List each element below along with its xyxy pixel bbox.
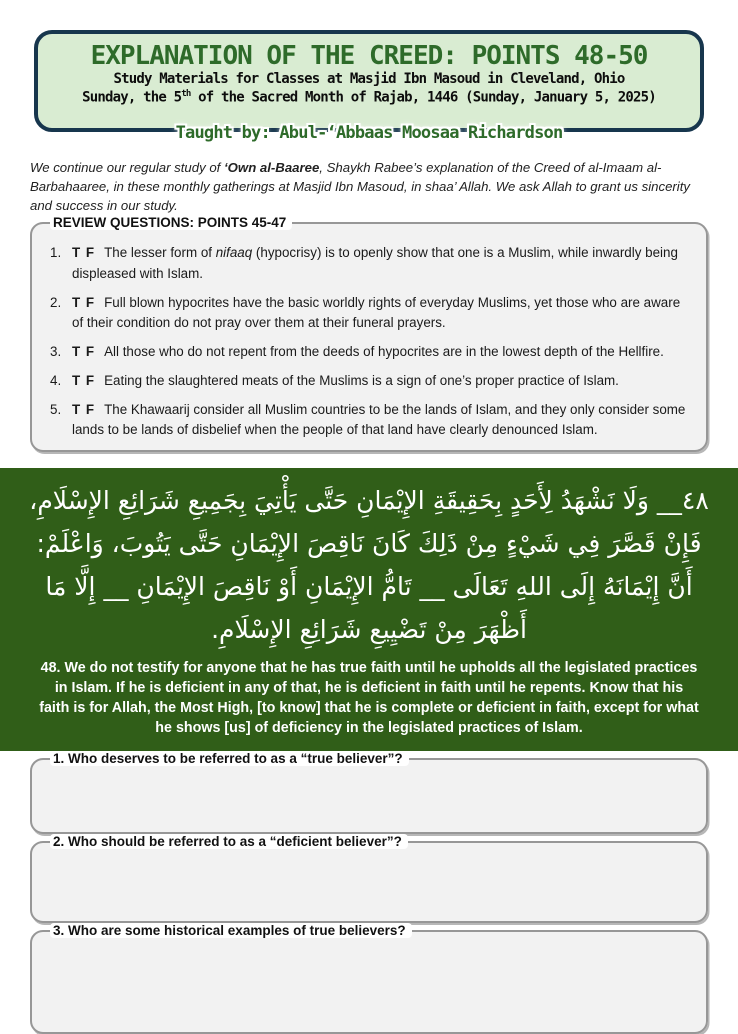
answer-box-3-writing-area xyxy=(46,942,692,1022)
question-number: 4. xyxy=(50,372,62,388)
answer-box-3-label: 3. Who are some historical examples of true believers? xyxy=(50,923,412,938)
date-text-post: of the Sacred Month of Rajab, 1446 (Sunday, January 5, 2025) xyxy=(190,89,656,106)
review-question-1 xyxy=(50,243,690,283)
answer-box-2-writing-area xyxy=(46,853,692,911)
true-false-options: T F xyxy=(72,402,96,418)
true-false-options: T F xyxy=(72,245,96,261)
answer-box-1 xyxy=(30,751,708,834)
taught-by-line: Taught by: Abul-‘Abbaas Moosaa Richardson xyxy=(175,123,563,143)
question-number: 2. xyxy=(50,294,62,310)
question-body: Full blown hypocrites have the basic worldly rights of everyday Muslims, yet those who are aware of their condition do not pray over them at their funeral prayers. xyxy=(72,294,681,330)
intro-paragraph xyxy=(30,158,710,215)
true-false-options: T F xyxy=(72,372,96,388)
answer-box-2-label: 2. Who should be referred to as a “deficient believer”? xyxy=(50,834,408,849)
true-false-options: T F xyxy=(72,294,96,310)
review-panel-legend: REVIEW QUESTIONS: POINTS 45-47 xyxy=(50,215,292,230)
review-question-5 xyxy=(50,400,690,440)
question-body-cont: (hypocrisy) is to openly show that one is a Muslim, while inwardly being displeased with Islam. xyxy=(72,245,678,281)
review-questions-panel xyxy=(30,215,708,452)
review-question-2 xyxy=(50,293,690,333)
review-question-4 xyxy=(50,371,690,391)
question-text xyxy=(72,293,690,333)
question-number: 3. xyxy=(50,343,62,359)
creed-english-translation: 48. We do not testify for anyone that he has true faith until he upholds all the legislated practices in Islam. If he is deficient in any of that, he is deficient in faith until he repents. Know that his faith is for Allah, the Most High, [to know] that he is complete or deficient in faith, except for what he shows [us] of deficiency in the legislated practices of Islam. xyxy=(39,660,699,737)
question-text xyxy=(72,400,690,440)
question-number: 1. xyxy=(50,245,62,261)
review-question-3 xyxy=(50,342,690,362)
answer-box-1-label: 1. Who deserves to be referred to as a “true believer”? xyxy=(50,751,409,766)
question-text xyxy=(72,243,690,283)
creed-arabic-text: ٤٨__ وَلَا نَشْهَدُ لِأَحَدٍ بِحَقِيقَةِ الإِيْمَانِ حَتَّى يَأْتِيَ بِجَمِيعِ شَرَائِعِ الإِسْلَامِ، فَإِنْ قَصَّرَ فِي شَيْءٍ مِنْ ذَلِكَ كَانَ نَاقِصَ الإِيْمَانِ حَتَّى يَتُوبَ، وَاعْلَمْ: أَنَّ إِيْمَانَهُ إِلَى اللهِ تَعَالَى __ تَامُّ الإِيْمَانِ أَوْ نَاقِصَ الإِيْمَانِ __ إِلَّا مَا أَظْهَرَ مِنْ تَضْيِيعِ شَرَائِعِ الإِسْلَامِ. xyxy=(29,486,709,645)
answer-box-1-writing-area xyxy=(46,770,692,822)
question-body: Eating the slaughtered meats of the Muslims is a sign of one’s proper practice of Islam. xyxy=(104,372,619,388)
intro-text-pre: We continue our regular study of xyxy=(30,160,225,175)
question-body: The lesser form of xyxy=(104,245,216,261)
question-text xyxy=(72,342,690,362)
page-title: EXPLANATION OF THE CREED: POINTS 48-50 xyxy=(90,41,648,71)
intro-text-post: , Shaykh Rabee’s explanation of the Creed of al-Imaam al-Barbahaaree, in these monthly gatherings at Masjid Ibn Masoud, in shaa’ Allah. We ask Allah to grant us sincerity and success in our study. xyxy=(30,160,690,214)
question-text xyxy=(72,371,690,391)
question-number: 5. xyxy=(50,402,62,418)
header-box xyxy=(34,30,704,143)
creed-point-48-section xyxy=(0,468,738,751)
true-false-options: T F xyxy=(72,343,96,359)
answer-box-3 xyxy=(30,923,708,1034)
question-body: The Khawaarij consider all Muslim countries to be the lands of Islam, and they only consider some lands to be lands of disbelief when the people of that land have clearly denounced Islam. xyxy=(72,402,686,438)
question-body: All those who do not repent from the deeds of hypocrites are in the lowest depth of the Hellfire. xyxy=(104,343,664,359)
date-ordinal-suffix: th xyxy=(181,88,191,99)
header-subtitle-location: Study Materials for Classes at Masjid Ibn Masoud in Cleveland, Ohio xyxy=(113,71,625,87)
date-text-pre: Sunday, the 5 xyxy=(82,89,182,106)
answer-box-2 xyxy=(30,834,708,923)
intro-book-title: ‘Own al-Baaree xyxy=(224,160,320,175)
question-italic-term: nifaaq xyxy=(215,245,253,261)
header-subtitle-date xyxy=(38,89,700,108)
